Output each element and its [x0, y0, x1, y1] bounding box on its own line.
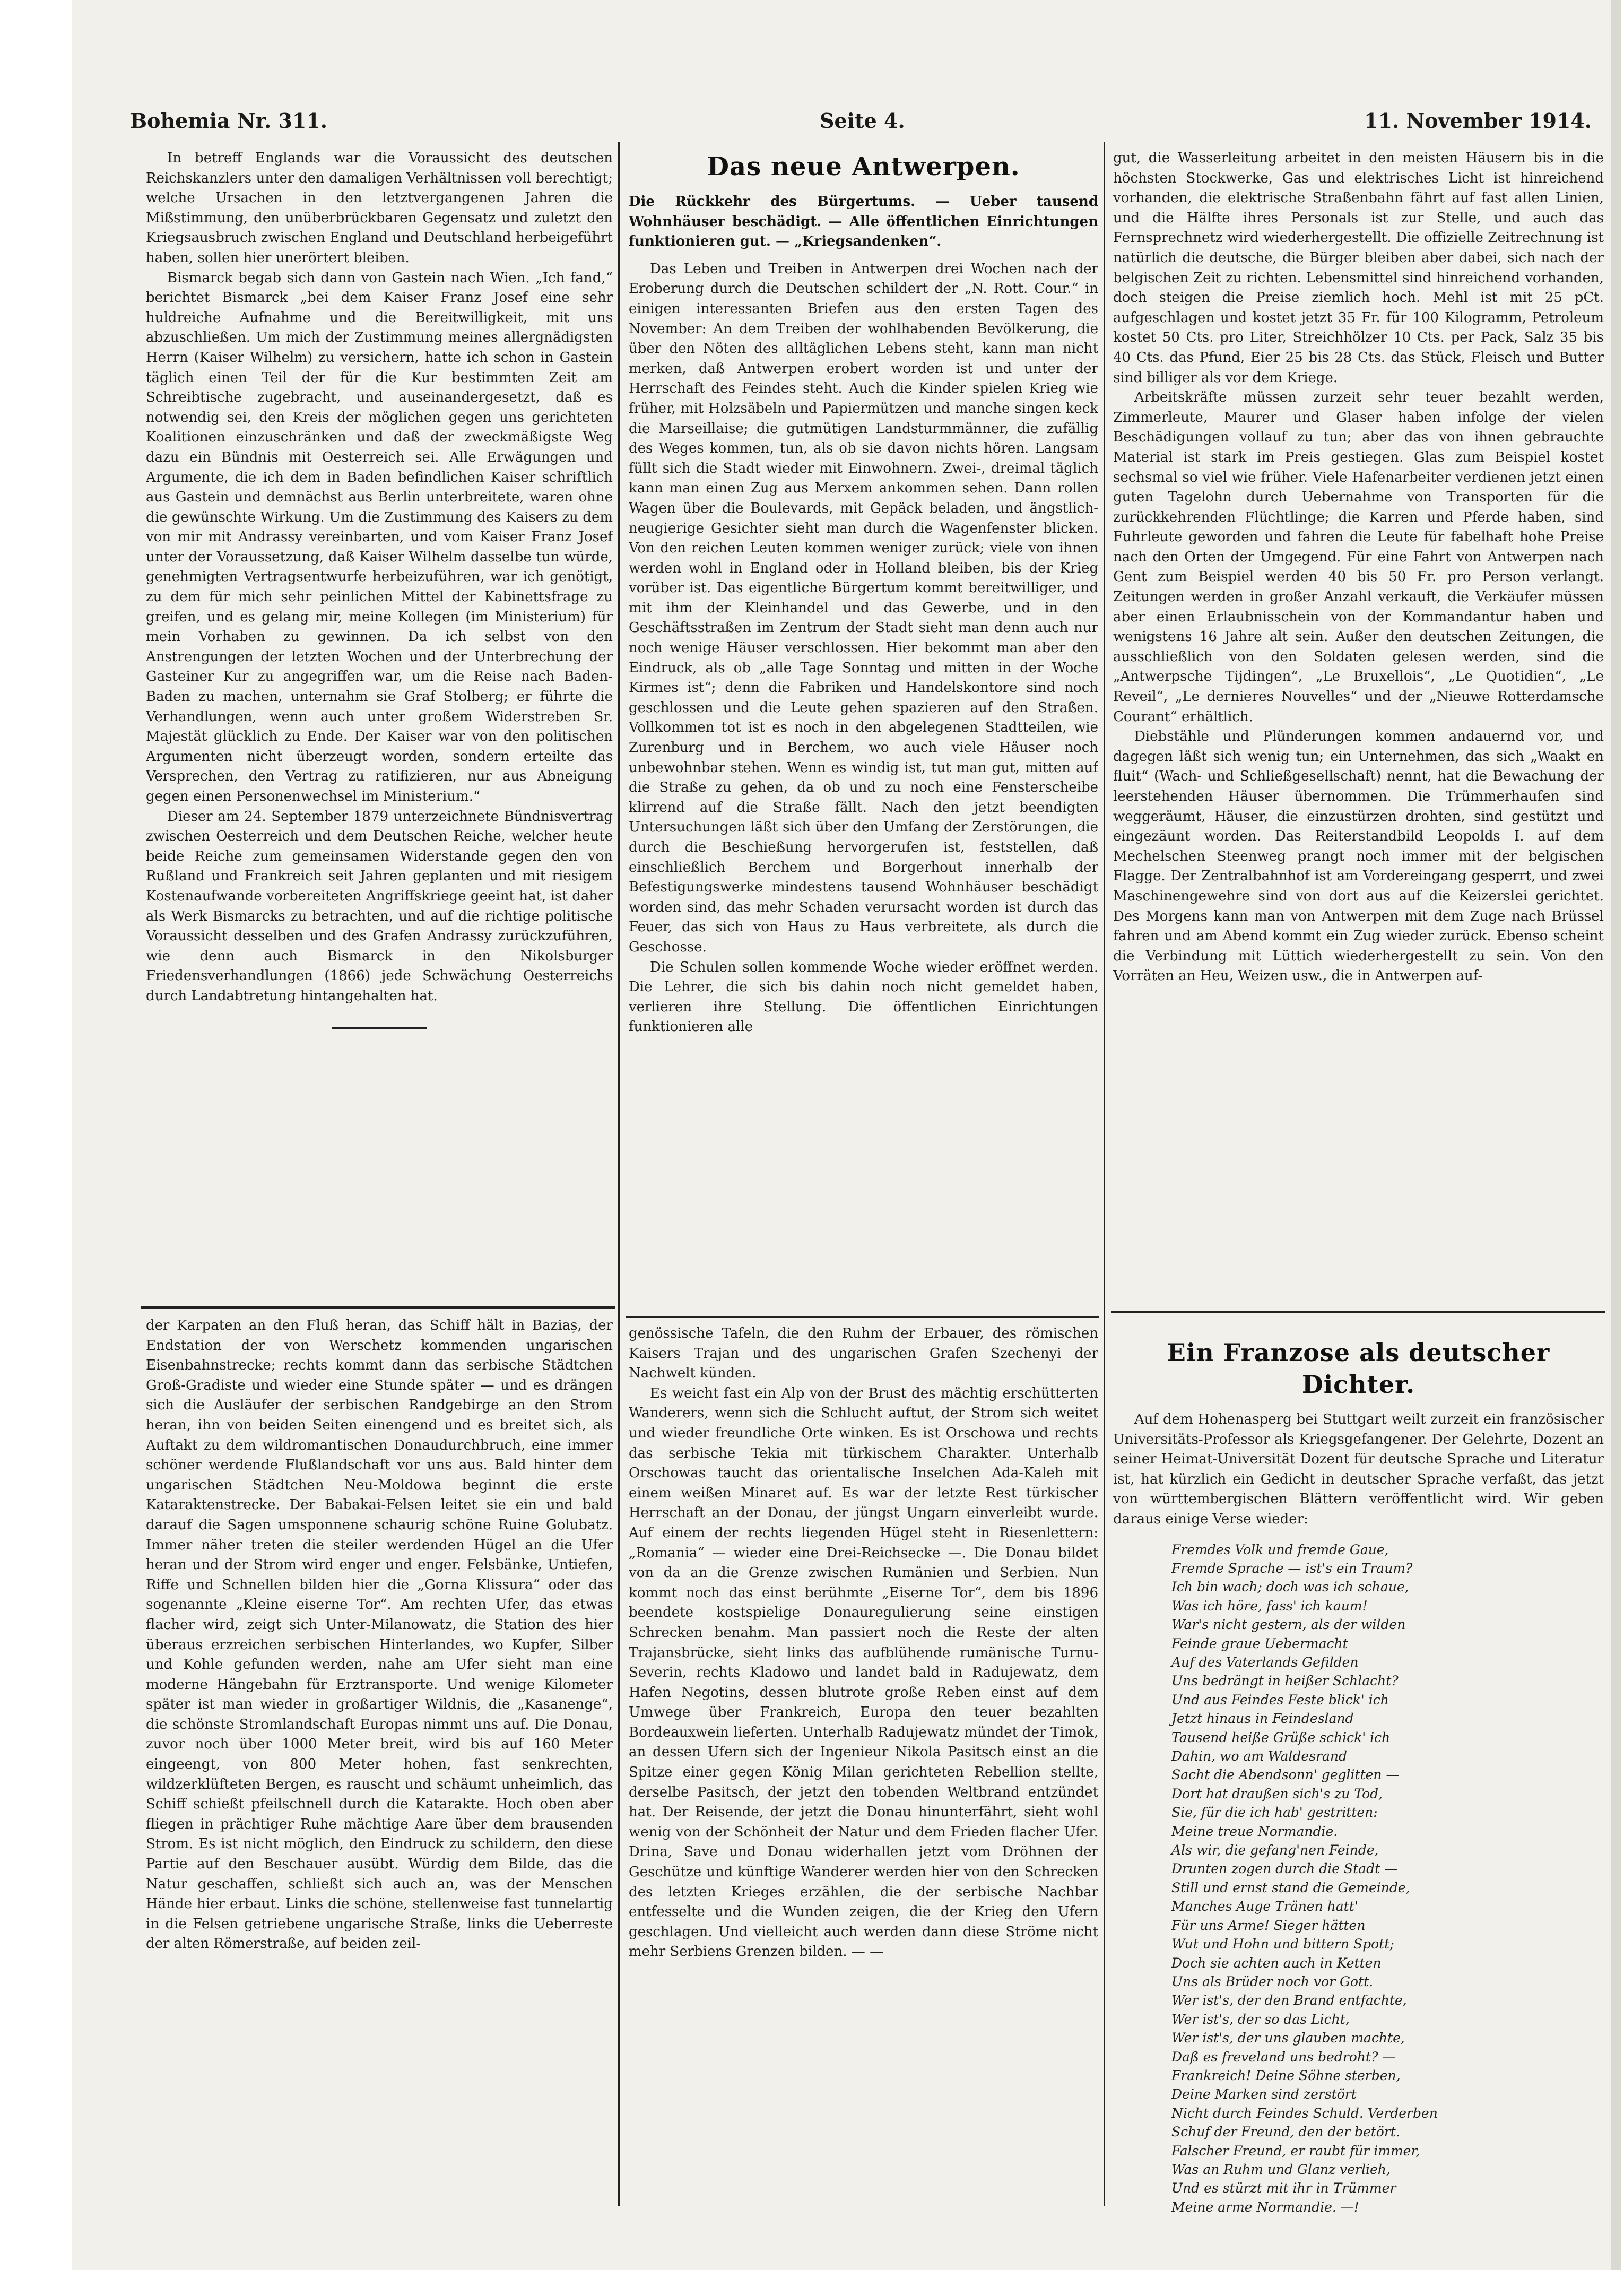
poem-line: Deine Marken sind zerstört [1171, 2086, 1357, 2102]
poem-line: Drunten zogen durch die Stadt — [1171, 1861, 1398, 1877]
poem-line: Fremdes Volk und fremde Gaue, [1171, 1541, 1389, 1557]
paragraph: Die Schulen sollen kommende Woche wieder eröffnet werden. Die Lehrer, die sich bis dahin noch nicht gemeldet haben, verlieren ihre Stellung. Die öffentlichen Einrichtungen funktionieren alle [629, 959, 1098, 1035]
paragraph: der Karpaten an den Fluß heran, das Schiff hält in Baziaș, der Endstation der von Werschetz kommenden ungarischen Eisenbahnstrecke; rechts kommt dann das serbische Städtchen Groß-Gradiste und wieder eine Stunde später — und es drängen sich die Ausläufer der serbischen Randgebirge an den Strom heran, ihn von beiden Seiten einengend und es breitet sich, als Auftakt zu dem wildromantischen Donaudurchbruch, eine immer schöner werdende Flußlandschaft vor uns aus. Bald hinter dem ungarischen Städtchen Neu-Moldowa beginnt die erste Kataraktenstrecke. Der Babakai-Felsen leitet sie ein und bald darauf die Sagen umsponnene schaurig schöne Ruine Golubatz. Immer näher treten die steiler werdenden Hügel an die Ufer heran und der Strom wird enger und enger. Felsbänke, Untiefen, Riffe und Schnellen bilden hier die „Gorna Klissura“ oder das sogenannte „Kleine eiserne Tor“. Am rechten Ufer, das etwas flacher wird, zeigt sich Unter-Milanowatz, die Station des hier überaus erzreichen serbischen Hinterlandes, wo Kupfer, Silber und Kohle gefunden werden, nahe am Ufer sieht man eine moderne Hängebahn für Erztransporte. Und wenige Kilometer später ist man wieder in großartiger Wildnis, die „Kasanenge“, die schönste Stromlandschaft Europas nimmt uns auf. Die Donau, zuvor noch über 1000 Meter breit, wird bis auf 160 Meter eingeengt, von 800 Meter hohen, fast senkrechten, wildzerklüfteten Bergen, es rauscht und schäumt unheimlich, das Schiff schießt pfeilschnell durch die Katarakte. Hoch oben aber fliegen in prächtiger Ruhe mächtige Aare über dem brausenden Strom. Es ist nicht möglich, den Eindruck zu schildern, den diese Partie auf den Beschauer ausübt. Würdig dem Bilde, das die Natur geschaffen, schließt sich auch an, was der Menschen Hände hier erbaut. Links die schöne, stellenweise fast tunnelartig in die Felsen getriebene ungarische Straße, links die Ueberreste der alten Römerstraße, auf beiden zeil- [146, 1318, 613, 1952]
poem-line: Daß es freveland uns bedroht? — [1171, 2049, 1396, 2065]
header-date: 11. November 1914. [1364, 109, 1592, 133]
newspaper-page [72, 0, 1621, 2270]
column-2-top [629, 149, 1098, 1311]
poem-line: Tausend heiße Grüße schick' ich [1171, 1729, 1391, 1745]
poem-line: Wut und Hohn und bittern Spott; [1171, 1936, 1394, 1952]
paragraph: Das Leben und Treiben in Antwerpen drei Wochen nach der Eroberung durch die Deutschen schildert der „N. Rott. Cour.“ in einigen interessanten Briefen aus den ersten Tagen des November: An dem Treiben der wohlhabenden Bevölkerung, die über den Nöten des alltäglichen Lebens steht, kann man nicht merken, daß Antwerpen erobert worden ist und unter der Herrschaft des Feindes steht. Auch die Kinder spielen Krieg wie früher, mit Holzsäbeln und Papiermützen und manche singen keck die Marseillaise; die gutmütigen Landsturmmänner, die zufällig des Weges kommen, tun, als ob sie davon nichts hören. Langsam füllt sich die Stadt wieder mit Einwohnern. Zwei-, dreimal täglich kann man einen Zug aus Merxem ankommen sehen. Dann rollen Wagen über die Boulevards, mit Gepäck beladen, und ängstlich-neugierige Gesichter sieht man durch die Wagenfenster blicken. Von den reichen Leuten kommen weniger zurück; viele von ihnen werden wohl in England oder in Holland bleiben, bis der Krieg vorüber ist. Das eigentliche Bürgertum kommt bereitwilliger, und mit ihm der Kleinhandel und das Gewerbe, und in den Geschäftsstraßen im Zentrum der Stadt sieht man denn auch nur noch wenige Häuser verschlossen. Hier bekommt man aber den Eindruck, als ob „alle Tage Sonntag und mitten in der Woche Kirmes ist“; denn die Fabriken und Handelskontore sind noch geschlossen und die Leute gehen spazieren auf den Straßen. Vollkommen tot ist es noch in den abgelegenen Stadtteilen, wie Zurenburg und in Berchem, wo auch viele Häuser noch unbewohnbar stehen. Wenn es windig ist, tut man gut, mitten auf die Straße zu gehen, da ob und zu noch eine Fensterscheibe klirrend auf die Straße fällt. Nach den jetzt beendigten Untersuchungen läßt sich über den Umfang der Zerstörungen, die durch die Beschießung hervorgerufen ist, feststellen, daß einschließlich Berchem und Borgerhout innerhalb der Befestigungswerke mindestens tausend Wohnhäuser beschädigt worden sind, das mehr Schaden verursacht worden ist durch das Feuer, das sich von Haus zu Haus verbreitete, als durch die Geschosse. [629, 261, 1098, 955]
poem-line: Auf des Vaterlands Gefilden [1171, 1654, 1359, 1670]
poem-line: Was an Ruhm und Glanz verlieh, [1171, 2161, 1391, 2177]
poem-line: War's nicht gestern, als der wilden [1171, 1617, 1406, 1633]
poem-line: Uns als Brüder noch vor Gott. [1171, 1973, 1374, 1989]
header-issue: Bohemia Nr. 311. [130, 109, 328, 133]
column-2-bottom [629, 1324, 1098, 2215]
poem-line: Dort hat draußen sich's zu Tod, [1171, 1786, 1383, 1801]
column-1-bottom [146, 1316, 613, 2213]
paragraph: Arbeitskräfte müssen zurzeit sehr teuer bezahlt werden, Zimmerleute, Maurer und Glaser haben infolge der vielen Beschädigungen vollauf zu tun; aber das von ihnen gebrauchte Material ist stark im Preis gestiegen. Glas zum Beispiel kostet sechsmal so viel wie früher. Viele Hafenarbeiter verdienen jetzt einen guten Tagelohn durch Uebernahme von Transporten für die zurückkehrenden Flüchtlinge; die Karren und Pferde haben, sind Fuhrleute geworden und fahren die Leute für fabelhaft hohe Preise nach den Orten der Umgegend. Für eine Fahrt von Antwerpen nach Gent zum Beispiel werden 40 bis 50 Fr. pro Person verlangt. Zeitungen werden in großer Anzahl verkauft, die Verkäufer müssen aber einen Erlaubnisschein von der Kommandantur haben und wenigstens 16 Jahre alt sein. Außer den deutschen Zeitungen, die ausschließlich von den Soldaten gelesen werden, sind die „Antwerpsche Tijdingen“, „Le Bruxellois“, „Le Quotidien“, „Le Reveil“, „Le dernieres Nouvelles“ und der „Nieuwe Rotterdamsche Courant“ erhältlich. [1113, 389, 1604, 725]
poem-line: Schuf der Freund, den der betört. [1171, 2124, 1400, 2140]
poem-line: Uns bedrängt in heißer Schlacht? [1171, 1673, 1399, 1689]
poem-line: Nicht durch Feindes Schuld. Verderben [1171, 2105, 1438, 2121]
poem-line: Jetzt hinaus in Feindesland [1171, 1711, 1354, 1727]
poem-line: Wer ist's, der uns glauben machte, [1171, 2030, 1405, 2046]
poem-line: Falscher Freund, er raubt für immer, [1171, 2143, 1420, 2159]
column-rule [1104, 142, 1105, 2206]
paragraph: Diebstähle und Plünderungen kommen andauernd vor, und dagegen läßt sich wenig tun; ein Unternehmen, das sich „Waakt en fluit“ (Wach- und Schließgesellschaft) nennt, hat die Bewachung der leerstehenden Häuser übernommen. Die Trümmerhaufen sind weggeräumt, Häuser, die einzustürzen drohten, sind gestützt und eingezäunt worden. Das Reiterstandbild Leopolds I. auf dem Mechelschen Steenweg prangt noch immer mit der belgischen Flagge. Der Zentralbahnhof ist am Vordereingang gesperrt, und zwei Maschinengewehre sind von dort aus auf die Keizerslei gerichtet. Des Morgens kann man von Antwerpen mit dem Zuge nach Brüssel fahren und am Abend kommt ein Zug wieder zurück. Ebenso scheint die Verbindung mit Lüttich wiederhergestellt zu sein. Von den Vorräten an Heu, Weizen usw., die in Antwerpen auf- [1113, 729, 1604, 984]
paragraph: Dieser am 24. September 1879 unterzeichnete Bündnisvertrag zwischen Oesterreich und dem Deutschen Reiche, welcher heute beide Reiche zum gemeinsamen Widerstande gegen den von Rußland und Frankreich seit Jahren geplanten und mit riesigem Kostenaufwande vorbereiteten Angriffskriege geeint hat, ist daher als Werk Bismarcks zu betrachten, und auf die richtige politische Voraussicht desselben und des Grafen Andrassy zurückzuführen, wie denn auch Bismarck in den Nikolsburger Friedensverhandlungen (1866) jede Schwächung Oesterreichs durch Landabtretung hintangehalten hat. [146, 808, 613, 1004]
poem-line: Und aus Feindes Feste blick' ich [1171, 1692, 1389, 1708]
poem-line: Frankreich! Deine Söhne sterben, [1171, 2067, 1401, 2083]
column-3-top [1113, 149, 1604, 1305]
poem [1171, 1540, 1604, 2215]
section-rule [141, 1306, 615, 1309]
column-3-bottom [1113, 1324, 1604, 2215]
poem-line: Fremde Sprache — ist's ein Traum? [1171, 1560, 1413, 1576]
poem-line: Und es stürzt mit ihr in Trümmer [1171, 2180, 1396, 2196]
poem-line: Sie, für die ich hab' gestritten: [1171, 1805, 1378, 1821]
poem-line: Wer ist's, der so das Licht, [1171, 2011, 1350, 2027]
header-page-number: Seite 4. [820, 109, 905, 133]
column-1-top [146, 149, 613, 1295]
paragraph: genössische Tafeln, die den Ruhm der Erbauer, des römischen Kaisers Trajan und des ungarischen Grafen Szechenyi der Nachwelt künden. [629, 1325, 1098, 1382]
paragraph: Auf dem Hohenasperg bei Stuttgart weilt zurzeit ein französischer Universitäts-Professor als Kriegsgefangener. Der Gelehrte, Dozent an seiner Heimat-Universität Dozent für deutsche Sprache und Literatur ist, hat kürzlich ein Gedicht in deutscher Sprache verfaßt, das jetzt von württembergischen Blättern veröffentlicht wird. Wir geben daraus einige Verse wieder: [1113, 1411, 1604, 1527]
poem-line: Feinde graue Uebermacht [1171, 1635, 1348, 1651]
poem-line: Sacht die Abendsonn' geglitten — [1171, 1767, 1400, 1783]
poem-line: Als wir, die gefang'nen Feinde, [1171, 1842, 1379, 1858]
poem-line: Dahin, wo am Waldesrand [1171, 1748, 1348, 1764]
end-rule [332, 1027, 427, 1029]
section-rule [626, 1316, 1099, 1318]
paragraph: Bismarck begab sich dann von Gastein nach Wien. „Ich fand,“ berichtet Bismarck „bei dem Kaiser Franz Josef eine sehr huldreiche Aufnahme und die Bereitwilligkeit, mit uns abzuschließen. Um mich der Zustimmung meines allergnädigsten Herrn (Kaiser Wilhelm) zu versichern, hatte ich schon in Gastein täglich einen Teil der für die Kur bestimmten Zeit am Schreibtische zugebracht, und auseinandergesetzt, daß es notwendig sei, den Kreis der möglichen gegen uns gerichteten Koalitionen einzuschränken und daß der zweckmäßigste Weg dazu ein Bündnis mit Oesterreich sei. Alle Erwägungen und Argumente, die ich dem in Baden befindlichen Kaiser schriftlich aus Gastein und demnächst aus Berlin unterbreitete, waren ohne die gewünschte Wirkung. Um die Zustimmung des Kaisers zu dem von mir mit Andrassy vereinbarten, und vom Kaiser Franz Josef unter der Voraussetzung, daß Kaiser Wilhelm dasselbe tun würde, genehmigten Vertragsentwurfe herbeizuführen, war ich genötigt, zu dem für mich sehr peinlichen Mittel der Kabinettsfrage zu greifen, und es gelang mir, meine Kollegen (im Ministerium) für mein Vorhaben zu gewinnen. Da ich selbst von den Anstrengungen der letzten Wochen und der Unterbrechung der Gasteiner Kur zu angegriffen war, um die Reise nach Baden-Baden zu machen, unternahm sie Graf Stolberg; er führte die Verhandlungen, wenn auch unter großem Widerstreben Sr. Majestät glücklich zu Ende. Der Kaiser war von den politischen Argumenten nicht überzeugt worden, sondern erteilte das Versprechen, den Vertrag zu ratifizieren, nur aus Abneigung gegen einen Personenwechsel im Ministerium.“ [146, 270, 613, 804]
paragraph: gut, die Wasserleitung arbeitet in den meisten Häusern bis in die höchsten Stockwerke, Gas und elektrisches Licht ist hinreichend vorhanden, die elektrische Straßenbahn fährt auf fast allen Linien, und die Hälfte ihres Personals ist zur Stelle, und auch das Fernsprechnetz wird wiederhergestellt. Die offizielle Zeitrechnung ist natürlich die deutsche, die Bürger bleiben aber dabei, sich nach der belgischen Zeit zu richten. Lebensmittel sind hinreichend vorhanden, doch steigen die Preise ziemlich hoch. Mehl ist mit 25 pCt. aufgeschlagen und kostet jetzt 35 Fr. für 100 Kilogramm, Petroleum kostet 50 Cts. pro Liter, Streichhölzer 10 Cts. per Pack, Salz 35 bis 40 Cts. das Pfund, Eier 25 bis 28 Cts. das Stück, Fleisch und Butter sind billiger als vor dem Kriege. [1113, 150, 1604, 386]
article-headline: Das neue Antwerpen. [707, 152, 1020, 181]
poem-line: Wer ist's, der den Brand entfachte, [1171, 1992, 1407, 2008]
poem-line: Für uns Arme! Sieger hätten [1171, 1917, 1366, 1933]
poem-line: Meine treue Normandie. [1171, 1823, 1338, 1839]
page-fold-shadow [1611, 0, 1621, 2270]
poem-line: Ich bin wach; doch was ich schaue, [1171, 1579, 1409, 1595]
paragraph: Es weicht fast ein Alp von der Brust des mächtig erschütterten Wanderers, wenn sich die Schlucht auftut, der Strom sich weitet und wieder freundliche Orte winken. Es ist Orschowa und rechts das serbische Tekia mit türkischem Charakter. Unterhalb Orschowas taucht das orientalische Inselchen Ada-Kaleh mit einem weißen Minaret auf. Es war der letzte Rest türkischer Herrschaft an der Donau, der jüngst Ungarn einverleibt wurde. Auf einem der rechts liegenden Hügel steht in Riesenlettern: „Romania“ — wieder eine Drei-Reichsecke —. Die Donau bildet von da an die Grenze zwischen Rumänien und Serbien. Nun kommt noch das einst berühmte „Eiserne Tor“, dem bis 1896 beendete kostspielige Donauregulierung seine einstigen Schrecken benahm. Man passiert noch die Reste der alten Trajansbrücke, sieht links das aufblühende rumänische Turnu-Severin, rechts Kladowo und landet bald in Radujewatz, dem Hafen Negotins, dessen blutrote große Reben einst auf dem Umwege über Frankreich, Europa den teuer bezahlten Bordeauxwein lieferten. Unterhalb Radujewatz mündet der Timok, an dessen Ufern sich der Ingenieur Nikola Pasitsch einst an die Spitze einer gegen König Milan gerichteten Rebellion stellte, derselbe Pasitsch, der jetzt den tobenden Weltbrand entzündet hat. Der Reisende, der jetzt die Donau hinunterfährt, sieht wohl wenig von der Schönheit der Natur und dem Frieden flacher Ufer. Drina, Save und Donau widerhallen jetzt vom Dröhnen der Geschütze und künftige Wanderer werden hier von den Schrecken des letzten Krieges erzählen, die der serbische Nachbar entfesselte und die Wunden zeigen, die der Krieg den Ufern geschlagen. Und vielleicht auch werden dann diese Ströme nicht mehr Serbiens Grenzen bilden. — — [629, 1385, 1098, 1960]
poem-line: Meine arme Normandie. —! [1171, 2199, 1359, 2215]
page-header [130, 109, 1610, 141]
poem-line: Still und ernst stand die Gemeinde, [1171, 1879, 1410, 1895]
article-headline: Ein Franzose als deutscher Dichter. [1167, 1338, 1550, 1399]
poem-line: Doch sie achten auch in Ketten [1171, 1955, 1382, 1971]
column-rule [618, 142, 620, 2206]
poem-line: Was ich höre, fass' ich kaum! [1171, 1598, 1368, 1614]
paragraph: In betreff Englands war die Voraussicht des deutschen Reichskanzlers unter den damaligen Verhältnissen voll berechtigt; welche Ursachen in den letztvergangenen Jahren die Mißstimmung, den unüberbrückbaren Gegensatz und zuletzt den Kriegsausbruch zwischen England und Deutschland herbeigeführt haben, sollen hier unerörtert bleiben. [146, 150, 613, 266]
poem-line: Manches Auge Tränen hatt' [1171, 1899, 1358, 1914]
article-subhead: Die Rückkehr des Bürgertums. — Ueber tausend Wohnhäuser beschädigt. — Alle öffentlichen Einrichtungen funktionieren gut. — „Kriegsandenken“. [629, 194, 1098, 250]
section-rule [1111, 1311, 1605, 1313]
